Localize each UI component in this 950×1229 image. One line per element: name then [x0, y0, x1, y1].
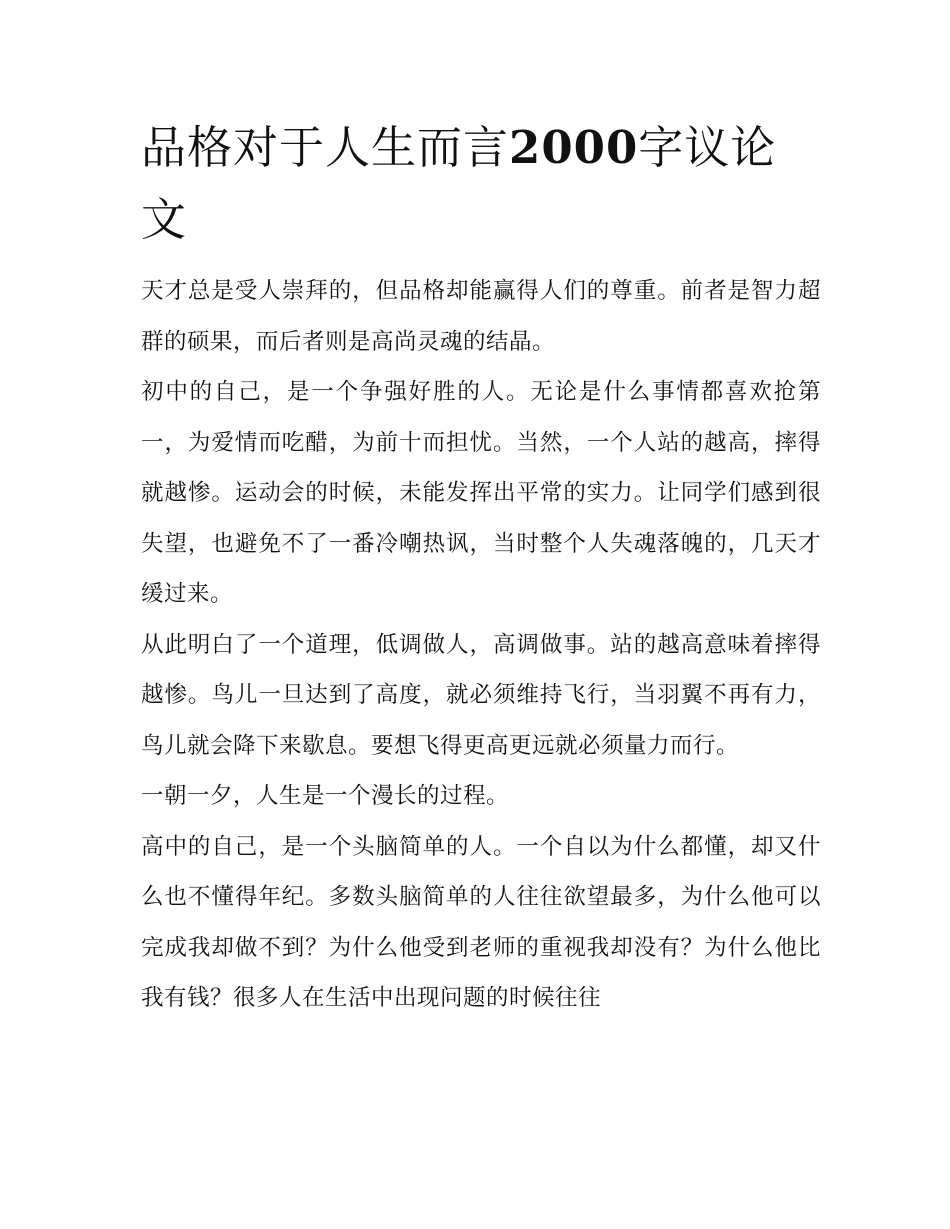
title-number: 2000 [509, 121, 639, 174]
paragraph-5: 高中的自己，是一个头脑简单的人。一个自以为什么都懂，却又什么也不懂得年纪。多数头脑简单的人往往欲望最多，为什么他可以完成我却做不到？为什么他受到老师的重视我却没有？为什么他比我有钱？很多人在生活中出现问题的时候往往 [141, 833, 821, 1011]
paragraph-1: 天才总是受人崇拜的，但品格却能赢得人们的尊重。前者是智力超群的硕果，而后者则是高尚灵魂的结晶。 [141, 278, 821, 355]
paragraph-2: 初中的自己，是一个争强好胜的人。无论是什么事情都喜欢抢第一，为爱情而吃醋，为前十而担忧。当然，一个人站的越高，摔得就越惨。运动会的时候，未能发挥出平常的实力。让同学们感到很失望，也避免不了一番冷嘲热讽，当时整个人失魂落魄的，几天才缓过来。 [141, 379, 821, 607]
title-text-after: 字议论文 [141, 121, 777, 246]
paragraph-4: 一朝一夕，人生是一个漫长的过程。 [141, 783, 510, 809]
paragraph-3: 从此明白了一个道理，低调做人，高调做事。站的越高意味着摔得越惨。鸟儿一旦达到了高度，就必须维持飞行，当羽翼不再有力，鸟儿就会降下来歇息。要想飞得更高更远就必须量力而行。 [141, 631, 821, 759]
document-title [141, 112, 821, 256]
document-body [141, 112, 821, 1024]
title-text-before: 品格对于人生而言 [141, 121, 510, 174]
